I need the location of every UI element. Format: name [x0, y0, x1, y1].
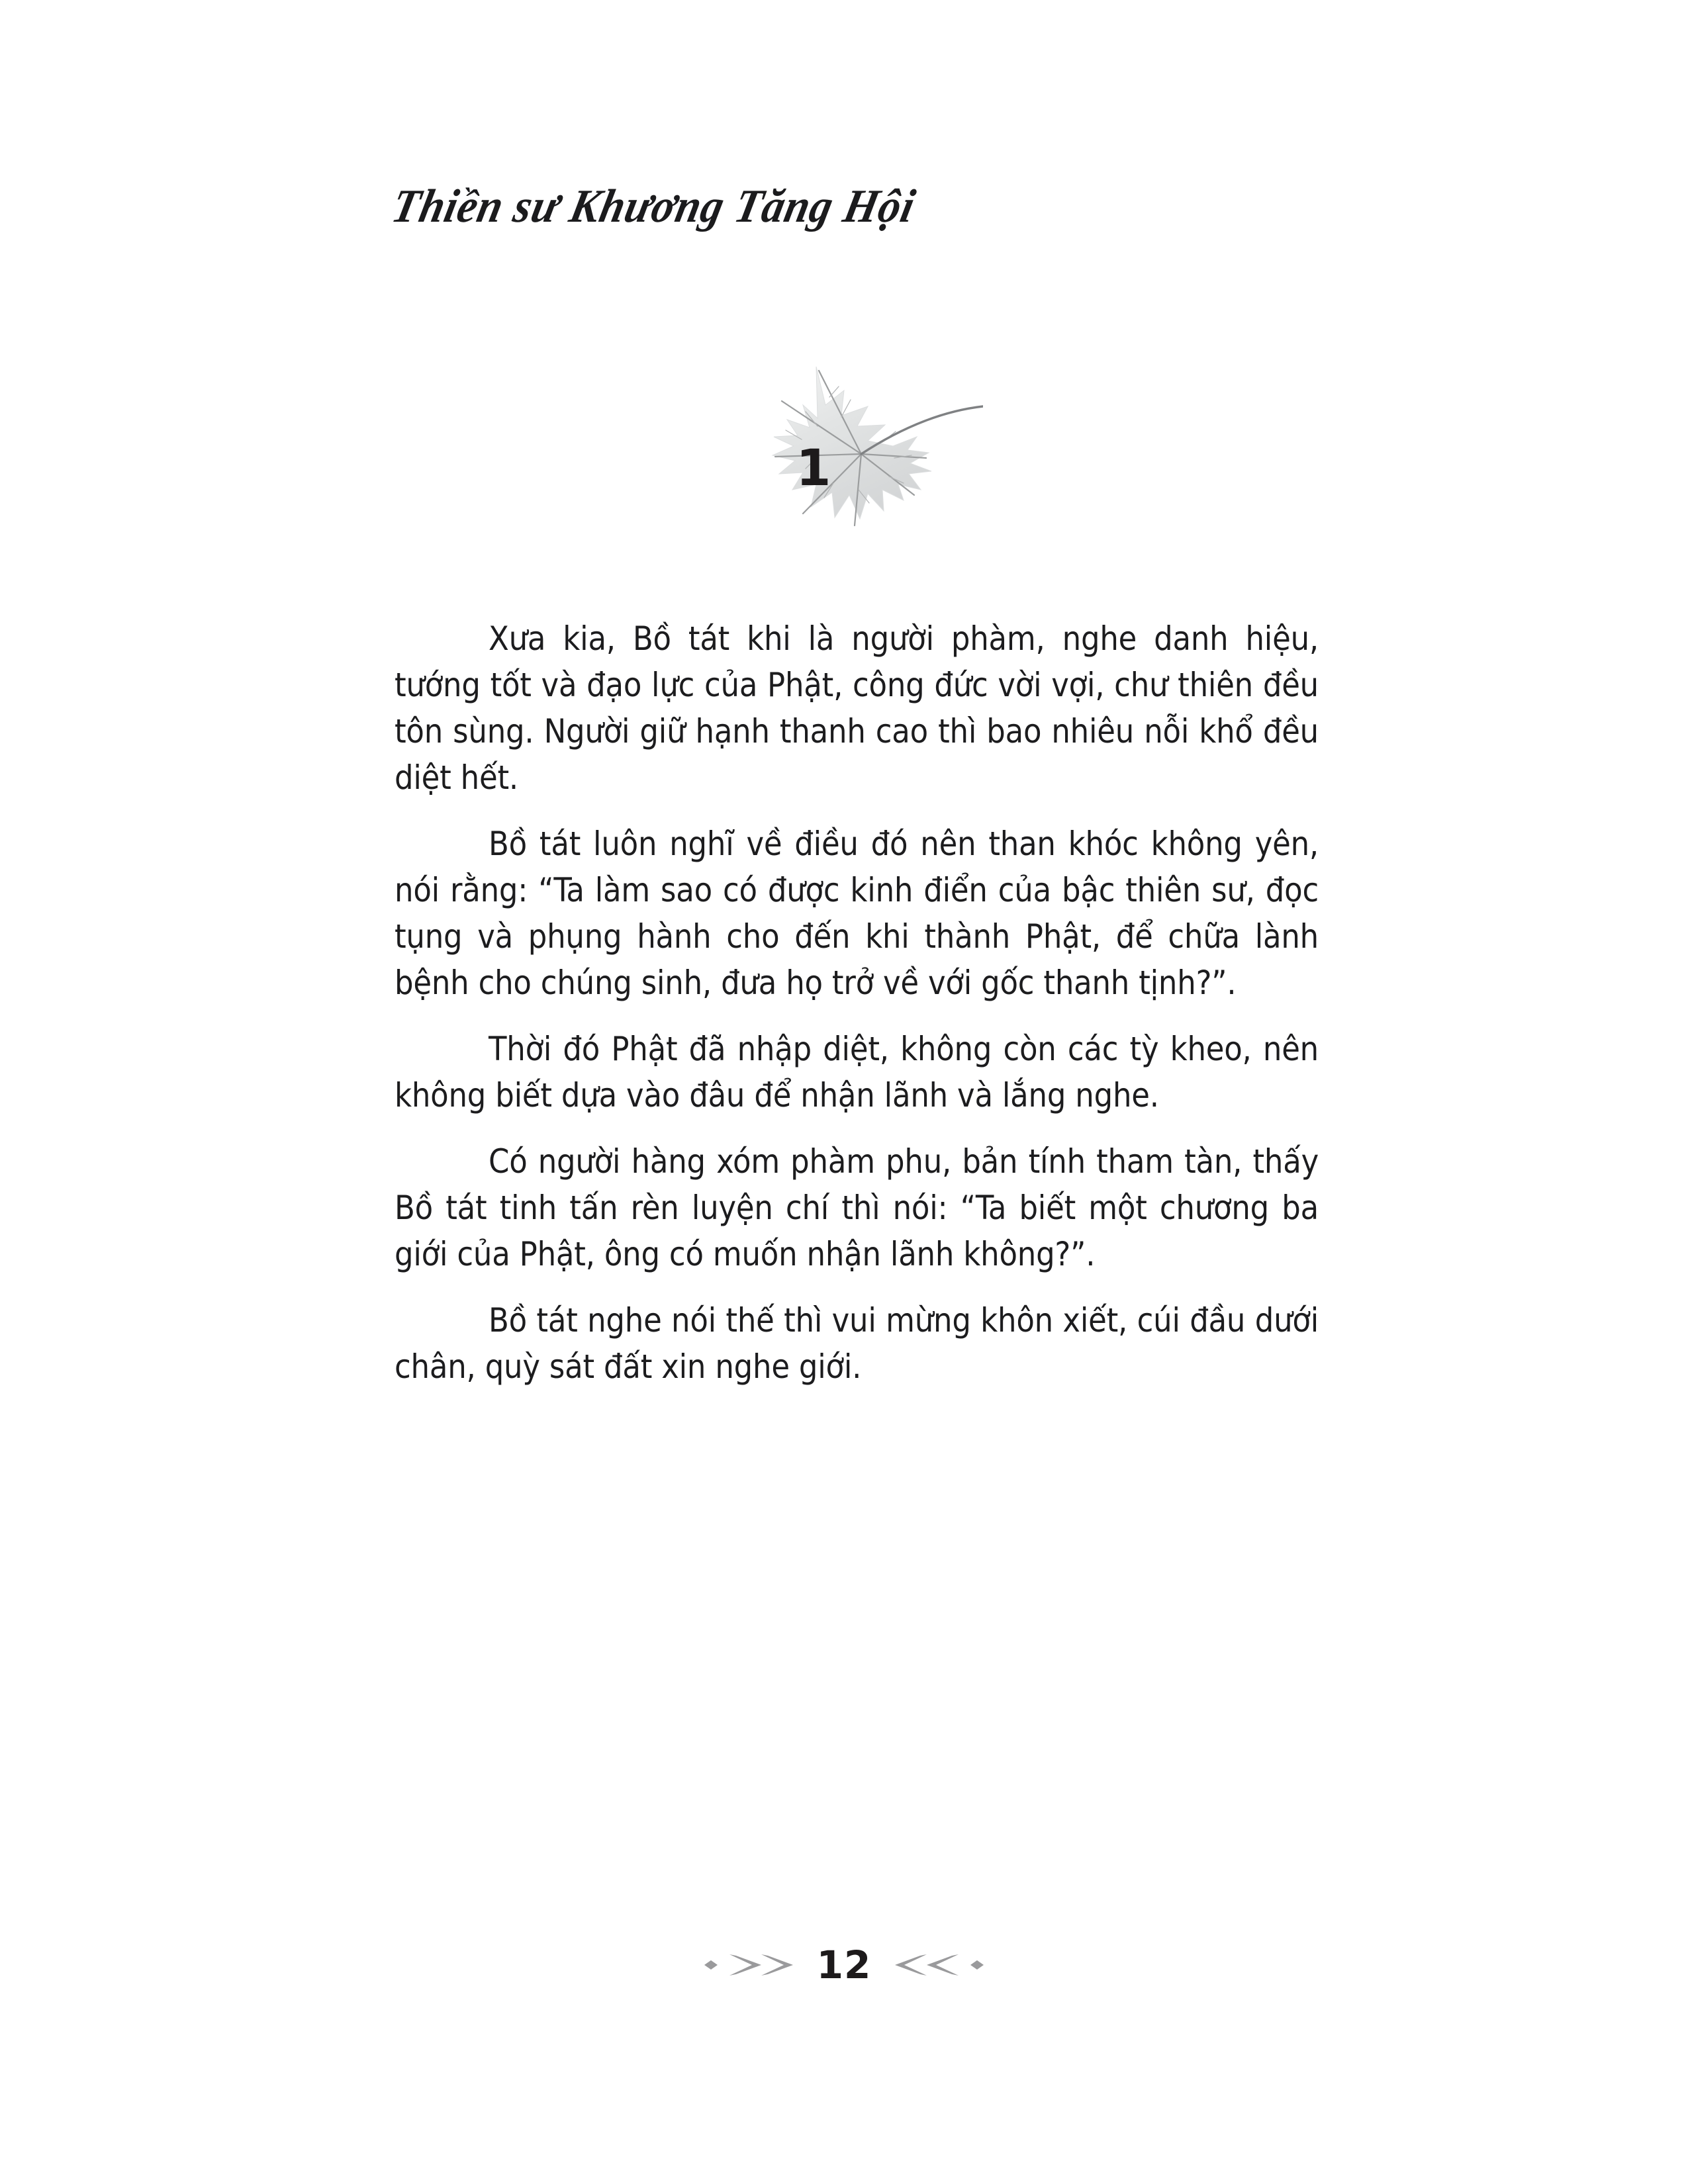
paragraph: Thời đó Phật đã nhập diệt, không còn các tỳ kheo, nên không biết dựa vào đâu để nhận lãnh và lắng nghe.	[395, 1030, 1319, 1115]
page-number: 12	[816, 1942, 872, 1987]
body-text-column	[395, 615, 1319, 1390]
double-chevron-left-icon	[888, 1949, 988, 1981]
paragraph: Bồ tát luôn nghĩ về điều đó nên than khóc không yên, nói rằng: “Ta làm sao có được kinh điển của bậc thiên sư, đọc tụng và phụng hành cho đến khi thành Phật, để chữa lành bệnh cho chúng sinh, đưa họ trở về với gốc thanh tịnh?”.	[395, 825, 1319, 1002]
page-footer	[0, 1942, 1688, 1987]
running-header-title: Thiền sư Khương Tăng Hội	[387, 180, 920, 233]
chapter-ornament	[718, 357, 983, 556]
paragraph: Có người hàng xóm phàm phu, bản tính tham tàn, thấy Bồ tát tinh tấn rèn luyện chí thì nói: “Ta biết một chương ba giới của Phật, ông có muốn nhận lãnh không?”.	[395, 1142, 1319, 1273]
running-header	[387, 180, 1116, 259]
double-chevron-right-icon	[700, 1949, 800, 1981]
chapter-number: 1	[796, 438, 831, 497]
paragraph: Xưa kia, Bồ tát khi là người phàm, nghe danh hiệu, tướng tốt và đạo lực của Phật, công đức vời vợi, chư thiên đều tôn sùng. Người giữ hạnh thanh cao thì bao nhiêu nỗi khổ đều diệt hết.	[395, 619, 1319, 797]
paragraph: Bồ tát nghe nói thế thì vui mừng khôn xiết, cúi đầu dưới chân, quỳ sát đất xin nghe giới.	[395, 1301, 1319, 1386]
